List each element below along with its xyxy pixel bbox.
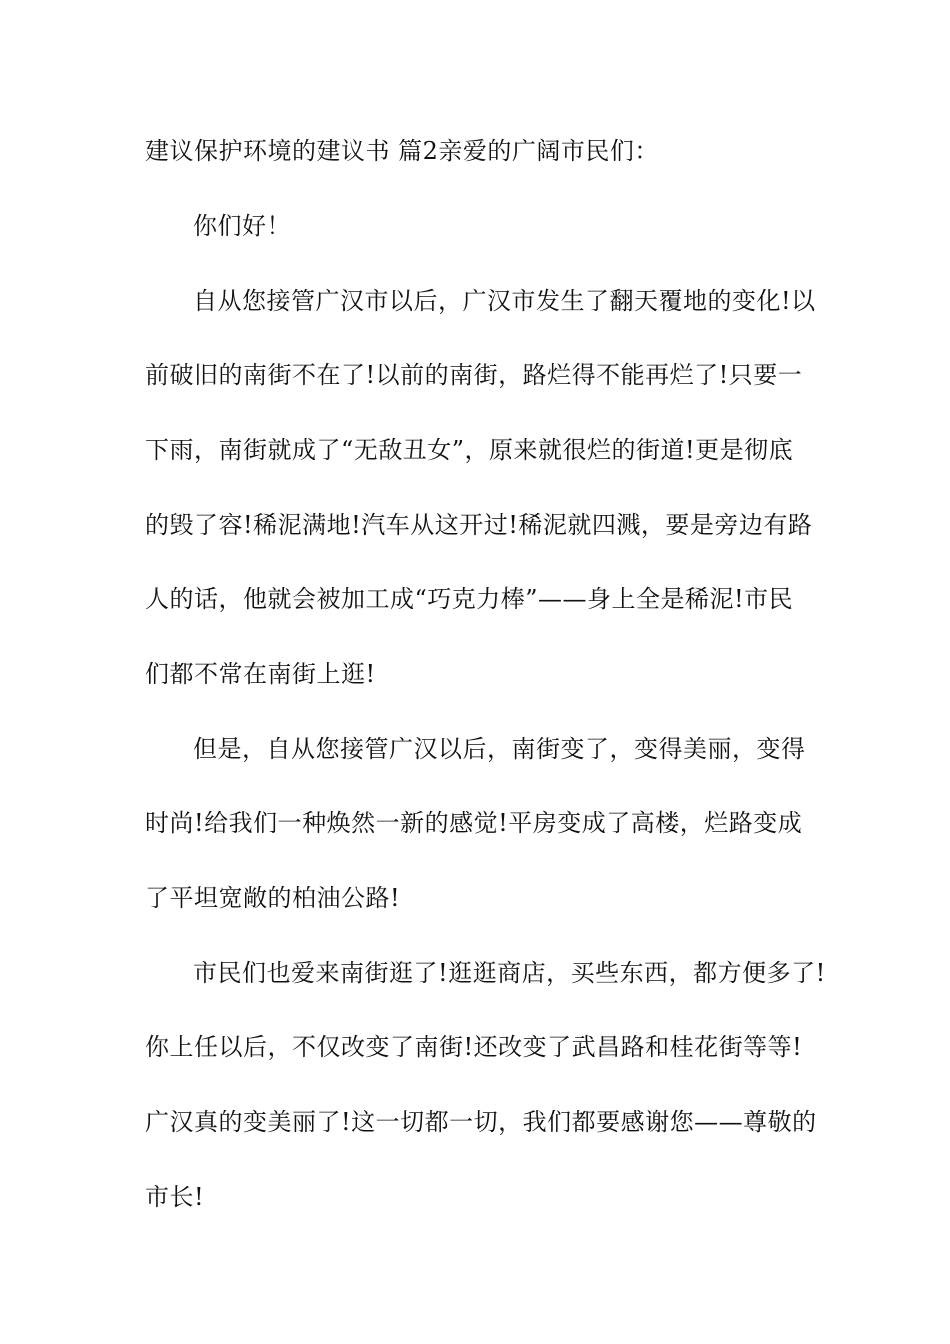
text-line: 的毁了容!稀泥满地!汽车从这开过!稀泥就四溅，要是旁边有路 xyxy=(145,511,813,539)
text-line: 了平坦宽敞的柏油公路! xyxy=(145,884,401,912)
text-line: 市民们也爱来南街逛了!逛逛商店，买些东西，都方便多了! xyxy=(193,959,826,987)
text-line-title: 建议保护环境的建议书 篇2亲爱的广阔市民们： xyxy=(145,137,659,165)
text-line: 市长! xyxy=(145,1183,205,1211)
text-line: 人的话，他就会被加工成“巧克力棒”——身上全是稀泥!市民 xyxy=(145,585,794,613)
text-line: 广汉真的变美丽了!这一切都一切，我们都要感谢您——尊敬的 xyxy=(145,1108,817,1136)
text-line: 前破旧的南街不在了!以前的南街，路烂得不能再烂了!只要一 xyxy=(145,361,803,389)
text-line: 你上任以后，不仅改变了南街!还改变了武昌路和桂花街等等! xyxy=(145,1033,803,1061)
text-line: 自从您接管广汉市以后，广汉市发生了翻天覆地的变化!以 xyxy=(193,287,816,315)
text-line: 时尚!给我们一种焕然一新的感觉!平房变成了高楼，烂路变成 xyxy=(145,809,803,837)
text-line: 但是，自从您接管广汉以后，南街变了，变得美丽，变得 xyxy=(193,735,806,763)
text-line: 们都不常在南街上逛! xyxy=(145,660,376,688)
text-line: 下雨，南街就成了“无敌丑女”，原来就很烂的街道!更是彻底 xyxy=(145,436,794,464)
text-line-greeting: 你们好！ xyxy=(193,212,291,240)
